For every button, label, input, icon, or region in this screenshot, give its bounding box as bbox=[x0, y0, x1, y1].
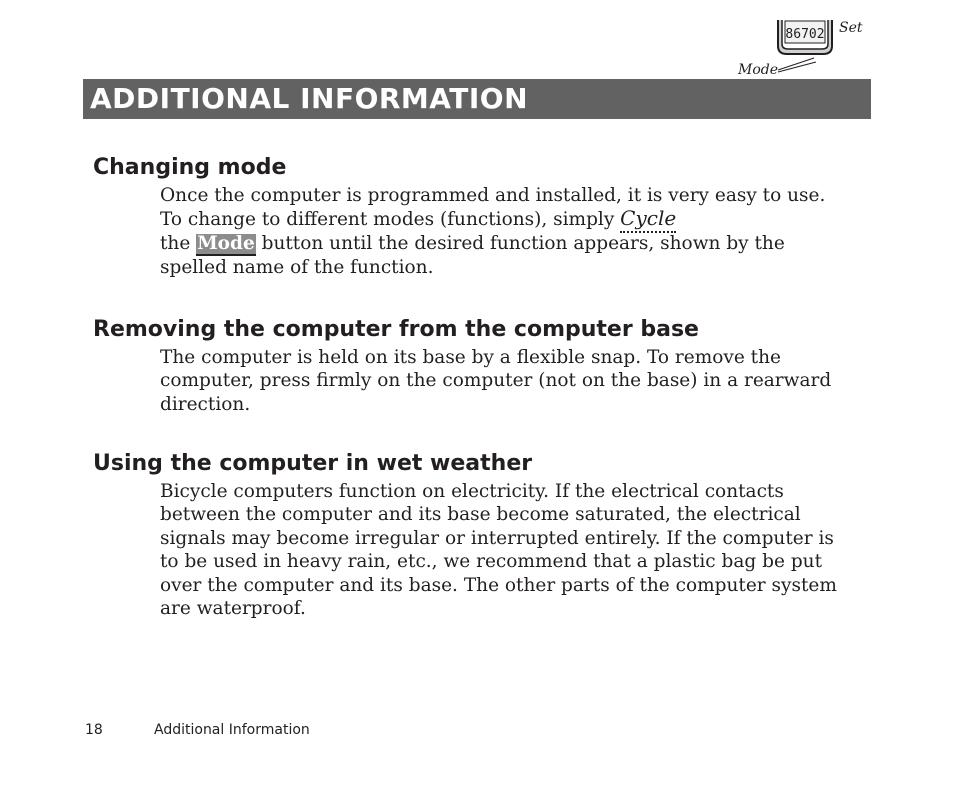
mode-button-word: Mode bbox=[197, 232, 255, 254]
display-reading: 86702 bbox=[785, 27, 825, 42]
body-text-after: button until the desired function appears, shown by the spelled name of the function. bbox=[160, 232, 785, 278]
section-heading: Removing the computer from the computer base bbox=[93, 317, 699, 342]
page-title: ADDITIONAL INFORMATION bbox=[90, 82, 529, 115]
section-body: The computer is held on its base by a flexible snap. To remove the computer, press firmly on the computer (not on the base) in a rearward direction. bbox=[160, 347, 832, 415]
section-heading: Changing mode bbox=[93, 155, 287, 180]
body-text-before: Once the computer is programmed and installed, it is very easy to use. To change to different modes (functions), simply bbox=[160, 185, 826, 231]
section-body bbox=[160, 184, 840, 279]
section-wet-weather bbox=[93, 451, 853, 620]
section-changing-mode bbox=[93, 155, 853, 279]
body-text-the: the bbox=[160, 232, 197, 254]
footer-section-label: Additional Information bbox=[154, 722, 310, 738]
mode-button-label: Mode bbox=[738, 62, 779, 78]
section-removing-computer bbox=[93, 317, 853, 416]
section-body: Bicycle computers function on electricity. If the electrical contacts between the computer and its base become saturated, the electrical signals may become irregular or interrupted entirely. If the computer is to be used in heavy rain, etc., we recommend that a plastic bag be put over the computer and its base. The other parts of the computer system are waterproof. bbox=[160, 481, 837, 620]
section-heading: Using the computer in wet weather bbox=[93, 451, 533, 476]
page-number: 18 bbox=[85, 722, 103, 738]
set-button-label: Set bbox=[839, 20, 863, 36]
cycle-word: Cycle bbox=[620, 206, 676, 233]
